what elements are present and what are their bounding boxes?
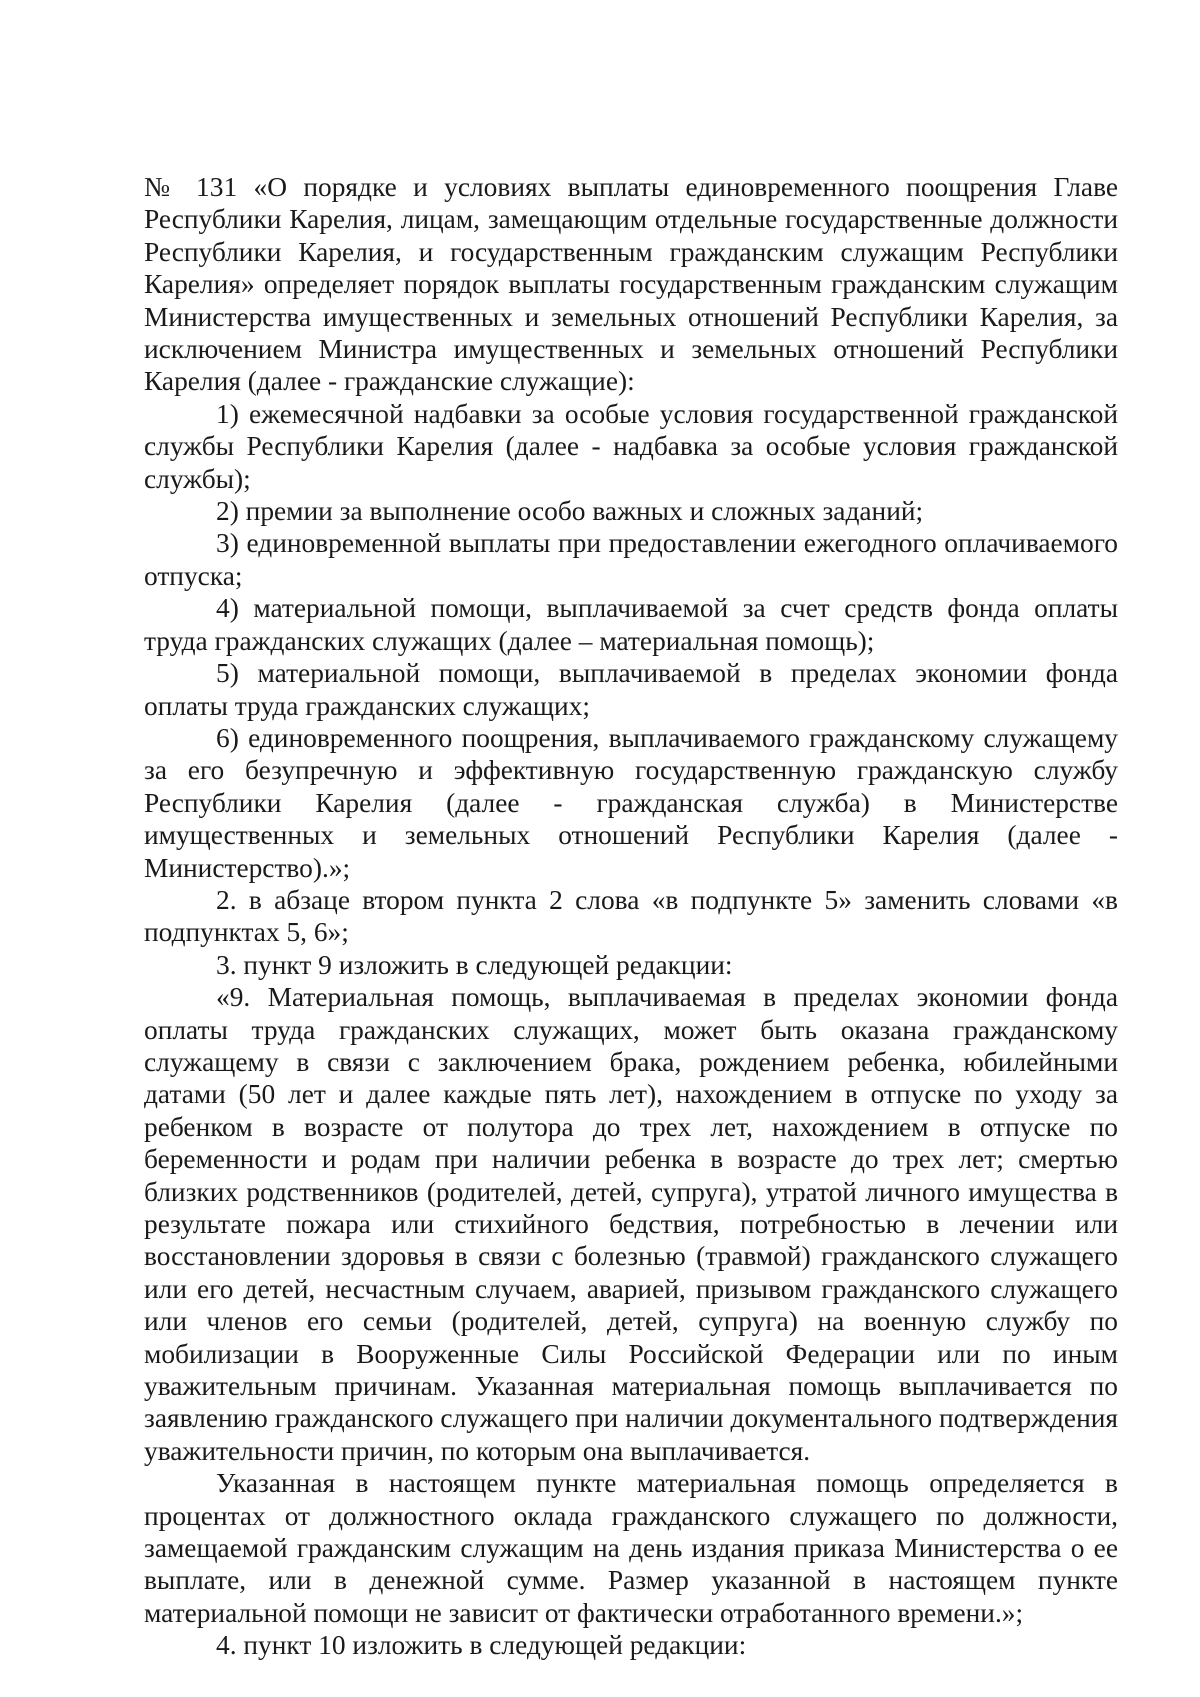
amendment-3: 3. пункт 9 изложить в следующей редакции: xyxy=(216,949,733,980)
list-item-2: 2) премии за выполнение особо важных и сложных заданий; xyxy=(216,496,924,527)
clause-9-paragraph-2: Указанная в настоящем пункте материальная помощь определяется в процентах от должностного оклада гражданского служащего по должности, замещаемой гражданским служащим на день издания приказа Министерства о ее выплате, или в денежной сумме. Размер указанной в настоящем пункте материальной помощи не зависит от фактически отработанного времени.»; xyxy=(144,1468,1118,1628)
document-body xyxy=(144,171,1118,1662)
list-item-1: 1) ежемесячной надбавки за особые условия государственной гражданской службы Республики Карелия (далее - надбавка за особые условия гражданской службы); xyxy=(144,398,1118,494)
clause-9-text: «9. Материальная помощь, выплачиваемая в пределах экономии фонда оплаты труда гражданских служащих, может быть оказана гражданскому служащему в связи с заключением брака, рождением ребенка, юбилейными датами (50 лет и далее каждые пять лет), нахождением в отпуске по уходу за ребенком в возрасте от полутора до трех лет, нахождением в отпуске по беременности и родам при наличии ребенка в возрасте до трех лет; смертью близких родственников (родителей, детей, супруга), утратой личного имущества в результате пожара или стихийного бедствия, потребностью в лечении или восстановлении здоровья в связи с болезнью (травмой) гражданского служащего или его детей, несчастным случаем, аварией, призывом гражданского служащего или членов его семьи (родителей, детей, супруга) на военную службу по мобилизации в Вооруженные Силы Российской Федерации или по иным уважительным причинам. Указанная материальная помощь выплачивается по заявлению гражданского служащего при наличии документального подтверждения уважительности причин, по которым она выплачивается. xyxy=(144,982,1118,1466)
paragraph: № 131 «О порядке и условиях выплаты единовременного поощрения Главе Республики Карелия, лицам, замещающим отдельные государственные должности Республики Карелия, и государственным гражданским служащим Республики Карелия» определяет порядок выплаты государственным гражданским служащим Министерства имущественных и земельных отношений Республики Карелия, за исключением Министра имущественных и земельных отношений Республики Карелия (далее - гражданские служащие): xyxy=(144,172,1118,397)
list-item-4: 4) материальной помощи, выплачиваемой за счет средств фонда оплаты труда гражданских служащих (далее – материальная помощь); xyxy=(144,593,1118,656)
list-item-5: 5) материальной помощи, выплачиваемой в пределах экономии фонда оплаты труда гражданских служащих; xyxy=(144,658,1118,721)
amendment-4: 4. пункт 10 изложить в следующей редакции: xyxy=(216,1630,747,1661)
list-item-3: 3) единовременной выплаты при предоставлении ежегодного оплачиваемого отпуска; xyxy=(144,528,1118,591)
amendment-2: 2. в абзаце втором пункта 2 слова «в подпункте 5» заменить словами «в подпунктах 5, 6»; xyxy=(144,884,1118,948)
list-item-6: 6) единовременного поощрения, выплачиваемого гражданскому служащему за его безупречную и эффективную государственную гражданскую службу Республики Карелия (далее - гражданская служба) в Министерстве имущественных и земельных отношений Республики Карелия (далее - Министерство).»; xyxy=(144,722,1118,883)
